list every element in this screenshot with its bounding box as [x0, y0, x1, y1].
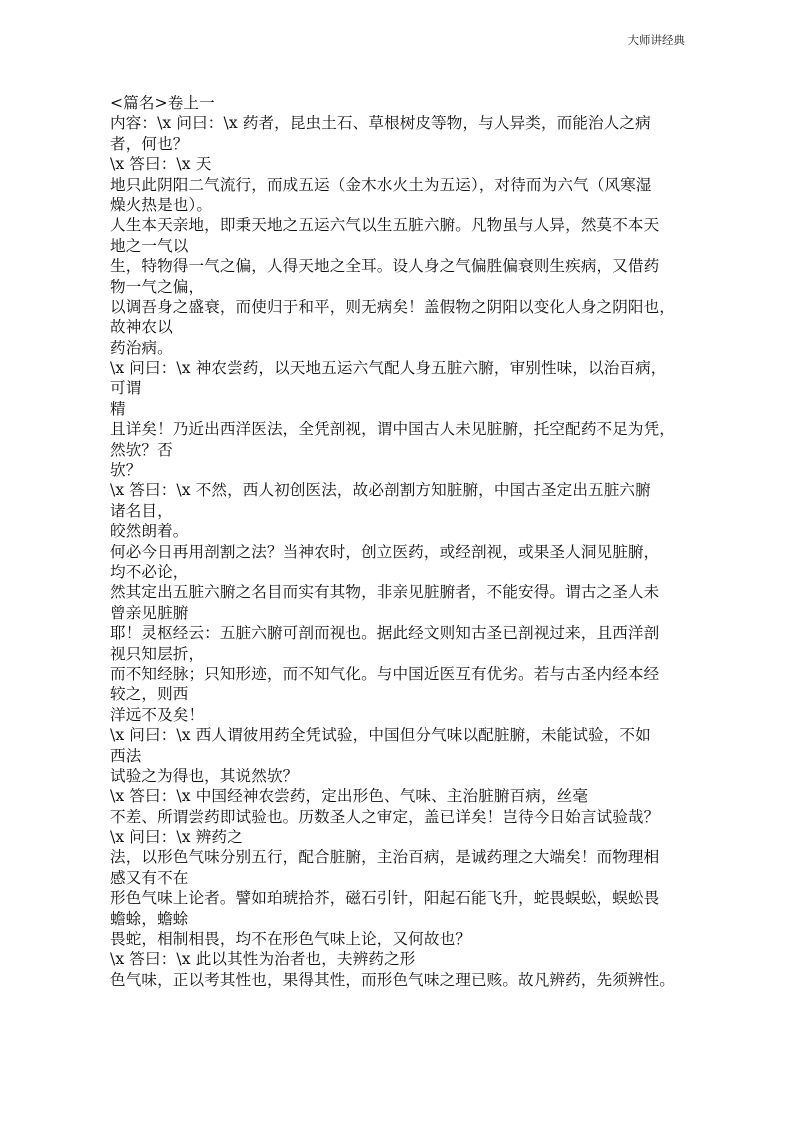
- text-line: 欤？: [110, 461, 142, 480]
- text-line: \x 答曰：\x 此以其性为治者也，夫辨药之形: [110, 950, 416, 969]
- text-line: 何必今日再用剖割之法？当神农时，创立医药，或经剖视，或果圣人洞见脏腑，: [110, 542, 660, 561]
- text-line: 地之一气以: [110, 236, 189, 255]
- text-line: \x 问曰：\x 神农尝药，以天地五运六气配人身五脏六腑，审别性味，以治百病，: [110, 359, 667, 378]
- text-line: 色气味，正以考其性也，果得其性，而形色气味之理已赅。故凡辨药，先须辨性。: [110, 970, 675, 989]
- page-header-title: 大师讲经典: [627, 33, 685, 47]
- text-line: 视只知层折，: [110, 644, 205, 663]
- text-line: 者，何也？: [110, 134, 189, 153]
- text-line: 诸名目，: [110, 501, 173, 520]
- text-line: 生，特物得一气之偏，人得天地之全耳。设人身之气偏胜偏衰则生疾病，又借药: [110, 257, 660, 276]
- text-line: 然其定出五脏六腑之名目而实有其物，非亲见脏腑者，不能安得。谓古之圣人未: [110, 583, 660, 602]
- text-line: \x 答曰：\x 天: [110, 155, 212, 174]
- text-line: 畏蛇，相制相畏，均不在形色气味上论，又何故也？: [110, 930, 471, 949]
- text-line: 然欤？否: [110, 440, 173, 459]
- text-line: \x 答曰：\x 不然，西人初创医法，故必剖割方知脏腑，中国古圣定出五脏六腑: [110, 481, 651, 500]
- text-line: \x 问曰：\x 西人谓彼用药全凭试验，中国但分气味以配脏腑，未能试验，不如: [110, 726, 651, 745]
- text-line: 试验之为得也，其说然欤？: [110, 766, 299, 785]
- text-line: 可谓: [110, 379, 142, 398]
- text-line: <篇名>卷上一: [110, 94, 215, 112]
- text-line: 形色气味上论者。譬如珀琥拾芥，磁石引针，阳起石能飞升，蛇畏蜈蚣，蜈蚣畏: [110, 889, 660, 908]
- text-line: 均不必论，: [110, 562, 189, 581]
- text-line: 以调吾身之盛衰，而使归于和平，则无病矣！盖假物之阴阳以变化人身之阴阳也，: [110, 297, 675, 316]
- document-body: [110, 93, 700, 990]
- text-line: 法，以形色气味分别五行，配合脏腑，主治百病，是诚药理之大端矣！而物理相: [110, 848, 660, 867]
- text-line: \x 答曰：\x 中国经神农尝药，定出形色、气味、主治脏腑百病，丝毫: [110, 787, 589, 806]
- text-line: 人生本天亲地，即秉天地之五运六气以生五脏六腑。凡物虽与人异，然莫不本天: [110, 216, 660, 235]
- text-line: 物一气之偏，: [110, 277, 205, 296]
- text-line: 较之，则西: [110, 685, 189, 704]
- text-line: 故神农以: [110, 318, 173, 337]
- text-line: 且详矣！乃近出西洋医法，全凭剖视，谓中国古人未见脏腑，托空配药不足为凭，: [110, 420, 675, 439]
- text-line: 精: [110, 399, 126, 418]
- text-line: 药治病。: [110, 338, 173, 357]
- text-line: 内容：\x 问曰：\x 药者，昆虫土石、草根树皮等物，与人异类，而能治人之病: [110, 114, 651, 133]
- text-line: \x 问曰：\x 辨药之: [110, 828, 243, 847]
- text-line: 洋远不及矣！: [110, 705, 205, 724]
- text-line: 皎然朗着。: [110, 522, 189, 541]
- text-line: 曾亲见脏腑: [110, 603, 189, 622]
- text-line: 而不知经脉；只知形迹，而不知气化。与中国近医互有优劣。若与古圣内经本经: [110, 664, 660, 683]
- text-line: 感又有不在: [110, 868, 189, 887]
- text-line: 蟾蜍，蟾蜍: [110, 909, 189, 928]
- text-line: 耶！灵枢经云：五脏六腑可剖而视也。据此经文则知古圣已剖视过来，且西洋剖: [110, 624, 660, 643]
- text-line: 不差、所谓尝药即试验也。历数圣人之审定，盖已详矣！岂待今日始言试验哉？: [110, 807, 660, 826]
- text-line: 地只此阴阳二气流行，而成五运（金木水火土为五运），对待而为六气（风寒湿: [110, 175, 652, 194]
- text-line: 西法: [110, 746, 142, 765]
- text-line: 燥火热是也）。: [110, 195, 213, 214]
